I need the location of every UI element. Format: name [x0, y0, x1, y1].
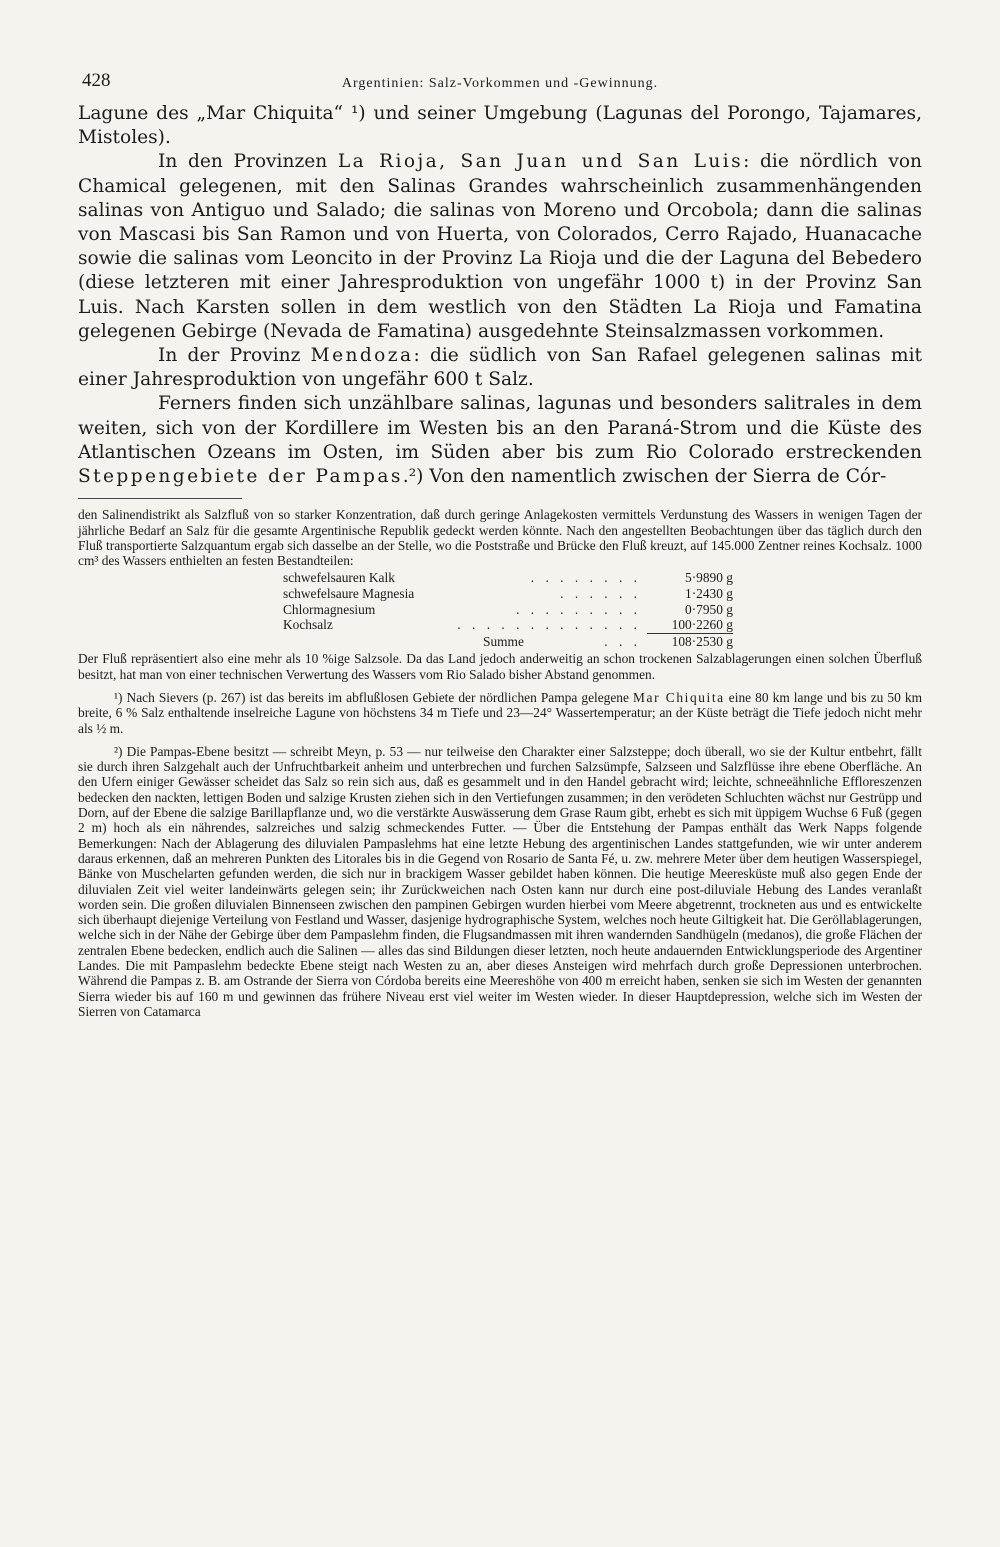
footnote-continuation-end: Der Fluß repräsentiert also eine mehr als 10 %ige Salzsole. Da das Land jedoch anderweitig an schon trockenen Salzablagerungen einen solchen Überfluß besitzt, hat man von einer technischen Verwertung des Wassers vom Rio Salado bisher Abstand genommen. [78, 651, 922, 682]
footnote-1 [78, 690, 922, 736]
analysis-value: 0·7950 g [685, 601, 733, 617]
footnote-1-intro: ¹) Nach Sievers (p. 267) ist das bereits im abflußlosen Gebiete der nördlichen Pampa gelegene [114, 690, 634, 705]
analysis-row [283, 586, 733, 602]
paragraph-pampas-body: Ferners finden sich unzählbare salinas, lagunas und besonders salitrales in dem weiten, sich von der Kordillere im Westen bis an den Paraná-Strom und die Küste des Atlantischen Ozeans im Osten, im Süden aber bis zum Rio Colorado erstreckenden [78, 393, 922, 463]
leader-dots: . . . . . . . . . [516, 601, 641, 617]
sum-value: 108·2530 g [671, 633, 733, 649]
paragraph-la-rioja [78, 150, 922, 344]
paragraph-mendoza-body: : die südlich von San Rafael gelegenen salinas mit einer Jahresproduktion von ungefähr 600 t Salz. [78, 345, 922, 391]
page-number: 428 [82, 70, 111, 91]
footnote-continuation: den Salinendistrikt als Salzfluß von so starker Konzentration, daß durch geringe Anlagekosten vermittels Verdunstung des Wassers in wenigen Tagen der jährliche Bedarf an Salz für die gesamte Argentinische Republik gedeckt werden könnte. Nach den angestellten Beobachtungen über das täglich durch den Fluß transportierte Salzquantum ergab sich dasselbe an der Stelle, wo die Poststraße und Brücke den Fluß kreuzt, auf 145.000 Zentner reines Kochsalz. 1000 cm³ des Wassers enthielten an festen Bestandteilen: [78, 507, 922, 569]
analysis-value: 5·9890 g [685, 570, 733, 586]
analysis-substance: Chlormagnesium [283, 601, 376, 617]
analysis-table [283, 570, 733, 649]
paragraph-mendoza [78, 344, 922, 392]
analysis-substance: Kochsalz [283, 617, 333, 633]
footnotes [78, 507, 922, 1019]
paragraph-pampas-end: .²) Von den namentlich zwischen der Sierra de Cór- [402, 466, 887, 488]
leader-dots: . . . . . . . . . . . . . [457, 617, 641, 633]
provinces-spaced: La Rioja, San Juan und San Luis [337, 151, 744, 173]
paragraph-mendoza-intro: In der Provinz [158, 345, 311, 367]
analysis-row [283, 570, 733, 586]
leader-dots: . . . . . . [560, 586, 641, 602]
running-head: Argentinien: Salz-Vorkommen und -Gewinnung. [341, 76, 659, 91]
mendoza-spaced: Mendoza [310, 345, 414, 367]
analysis-row [283, 617, 733, 634]
main-text [78, 102, 922, 489]
analysis-value: 100·2260 g [647, 617, 733, 634]
paragraph-la-rioja-body: : die nördlich von Chamical gelegenen, mit den Salinas Grandes wahrscheinlich zusammenhängenden salinas von Antiguo und Salado; die salinas von Moreno und Orcobola; dann die salinas von Mascasi bis San Ramon und von Huerta, von Colorados, Cerro Rajado, Huanacache sowie die salinas vom Leoncito in der Provinz La Rioja und die der Laguna del Bebedero (diese letzteren mit einer Jahresproduktion von ungefähr 1000 t) in der Provinz San Luis. Nach Karsten sollen in dem westlich von den Städten La Rioja und Famatina gelegenen Gebirge (Nevada de Famatina) ausgedehnte Steinsalzmassen vorkommen. [78, 151, 923, 342]
sum-label: Summe [483, 633, 524, 649]
analysis-value: 1·2430 g [685, 586, 733, 602]
pampas-spaced: Steppengebiete der Pampas [78, 466, 403, 488]
footnote-1-body: eine 80 km lange und bis zu 50 km breite, 6 % Salz enthaltende inselreiche Lagune von höchstens 34 m Tiefe und 23—24° Wassertemperatur; an der Küste beträgt die Tiefe jedoch nicht mehr als ½ m. [78, 690, 922, 736]
leader-dots: . . . . . . . . [530, 570, 641, 586]
mar-chiquita-spaced: Mar Chiquita [633, 690, 725, 705]
footnote-2: ²) Die Pampas-Ebene besitzt — schreibt Meyn, p. 53 — nur teilweise den Charakter einer Salzsteppe; doch überall, wo sie der Kultur entbehrt, fällt sie durch ihren Salzgehalt auch der Unfruchtbarkeit anheim und unterbrechen und furchen Salzsümpfe, Salzseen und Salzflüsse ihre ebene Oberfläche. An den Ufern einiger Gewässer scheidet das Salz so rein sich aus, daß es gesammelt und in den Handel gebracht wird; leichte, schneeähnliche Effloreszenzen bedecken den nackten, lettigen Boden und salzige Krusten ziehen sich in den Vertiefungen zusammen; in den verödeten Schluchten wächst nur Gestrüpp und Dorn, auf der Ebene die salzige Barillapflanze und, wo die verstärkte Auswässerung dem Grase Raum gibt, erhebt es sich mit üppigem Wuchse 6 Fuß (gegen 2 m) hoch als ein nährendes, salzreiches und salzig schmeckendes Futter. — Über die Entstehung der Pampas enthält das Werk Napps folgende Bemerkungen: Nach der Ablagerung des diluvialen Pampaslehms hat eine letzte Hebung des argentinischen Landes stattgefunden, wie wir unter anderem daraus erkennen, daß an mehreren Punkten des Litorales bis in die Gegend von Rosario de Santa Fé, u. zw. mehrere Meter über dem heutigen Wasserspiegel, Bänke von Muschelarten gefunden werden, die sich nur in brackigem Wasser gebildet haben können. Die heutige Meeresküste muß also gegen Ende der diluvialen Zeit viel weiter landeinwärts gelegen sein; ihr Zurückweichen nach Osten kann nur durch eine post-diluviale Hebung des Landes veranlaßt worden sein. Die großen diluvialen Binnenseen zwischen den pampinen Gebirgen wurden hierbei vom Meere abgetrennt, trockneten aus und es entwickelte sich überhaupt diejenige Verteilung von Festland und Wasser, dasjenige hydrographische System, welches noch heute Giltigkeit hat. Die Geröllablagerungen, welche sich in der Nähe der Gebirge über dem Pampaslehm finden, die Flugsandmassen mit ihren wandernden Sandhügeln (medanos), die große Flächen der zentralen Ebene bedecken, endlich auch die Salinen — alles das sind Bildungen dieser letzten, noch heute andauernden Entwicklungsperiode des Argentiner Landes. Die mit Pampaslehm bedeckte Ebene steigt nach Westen zu an, aber dieses Ansteigen wird mehrfach durch große Depressionen unterbrochen. Während die Pampas z. B. am Ostrande der Sierra von Córdoba bereits eine Meereshöhe von 400 m erreicht haben, senken sie sich im Westen der genannten Sierra wieder bis auf 160 m und gewinnen das frühere Niveau erst viel weiter im Westen wieder. In dieser Hauptdepression, welche sich im Westen der Sierren von Catamarca [78, 743, 922, 1019]
analysis-sum-row [283, 634, 733, 650]
paragraph-pampas [78, 392, 922, 489]
analysis-substance: schwefelsaure Magnesia [283, 586, 415, 602]
analysis-substance: schwefelsauren Kalk [283, 570, 395, 586]
leader-dots: . . . [604, 633, 641, 649]
analysis-row [283, 602, 733, 618]
page-header [78, 68, 922, 102]
paragraph-lagune: Lagune des „Mar Chiquita“ ¹) und seiner Umgebung (Lagunas del Porongo, Tajamares, Mistoles). [78, 103, 922, 149]
footnote-rule [78, 498, 242, 499]
paragraph-la-rioja-intro: In den Provinzen [158, 151, 338, 173]
